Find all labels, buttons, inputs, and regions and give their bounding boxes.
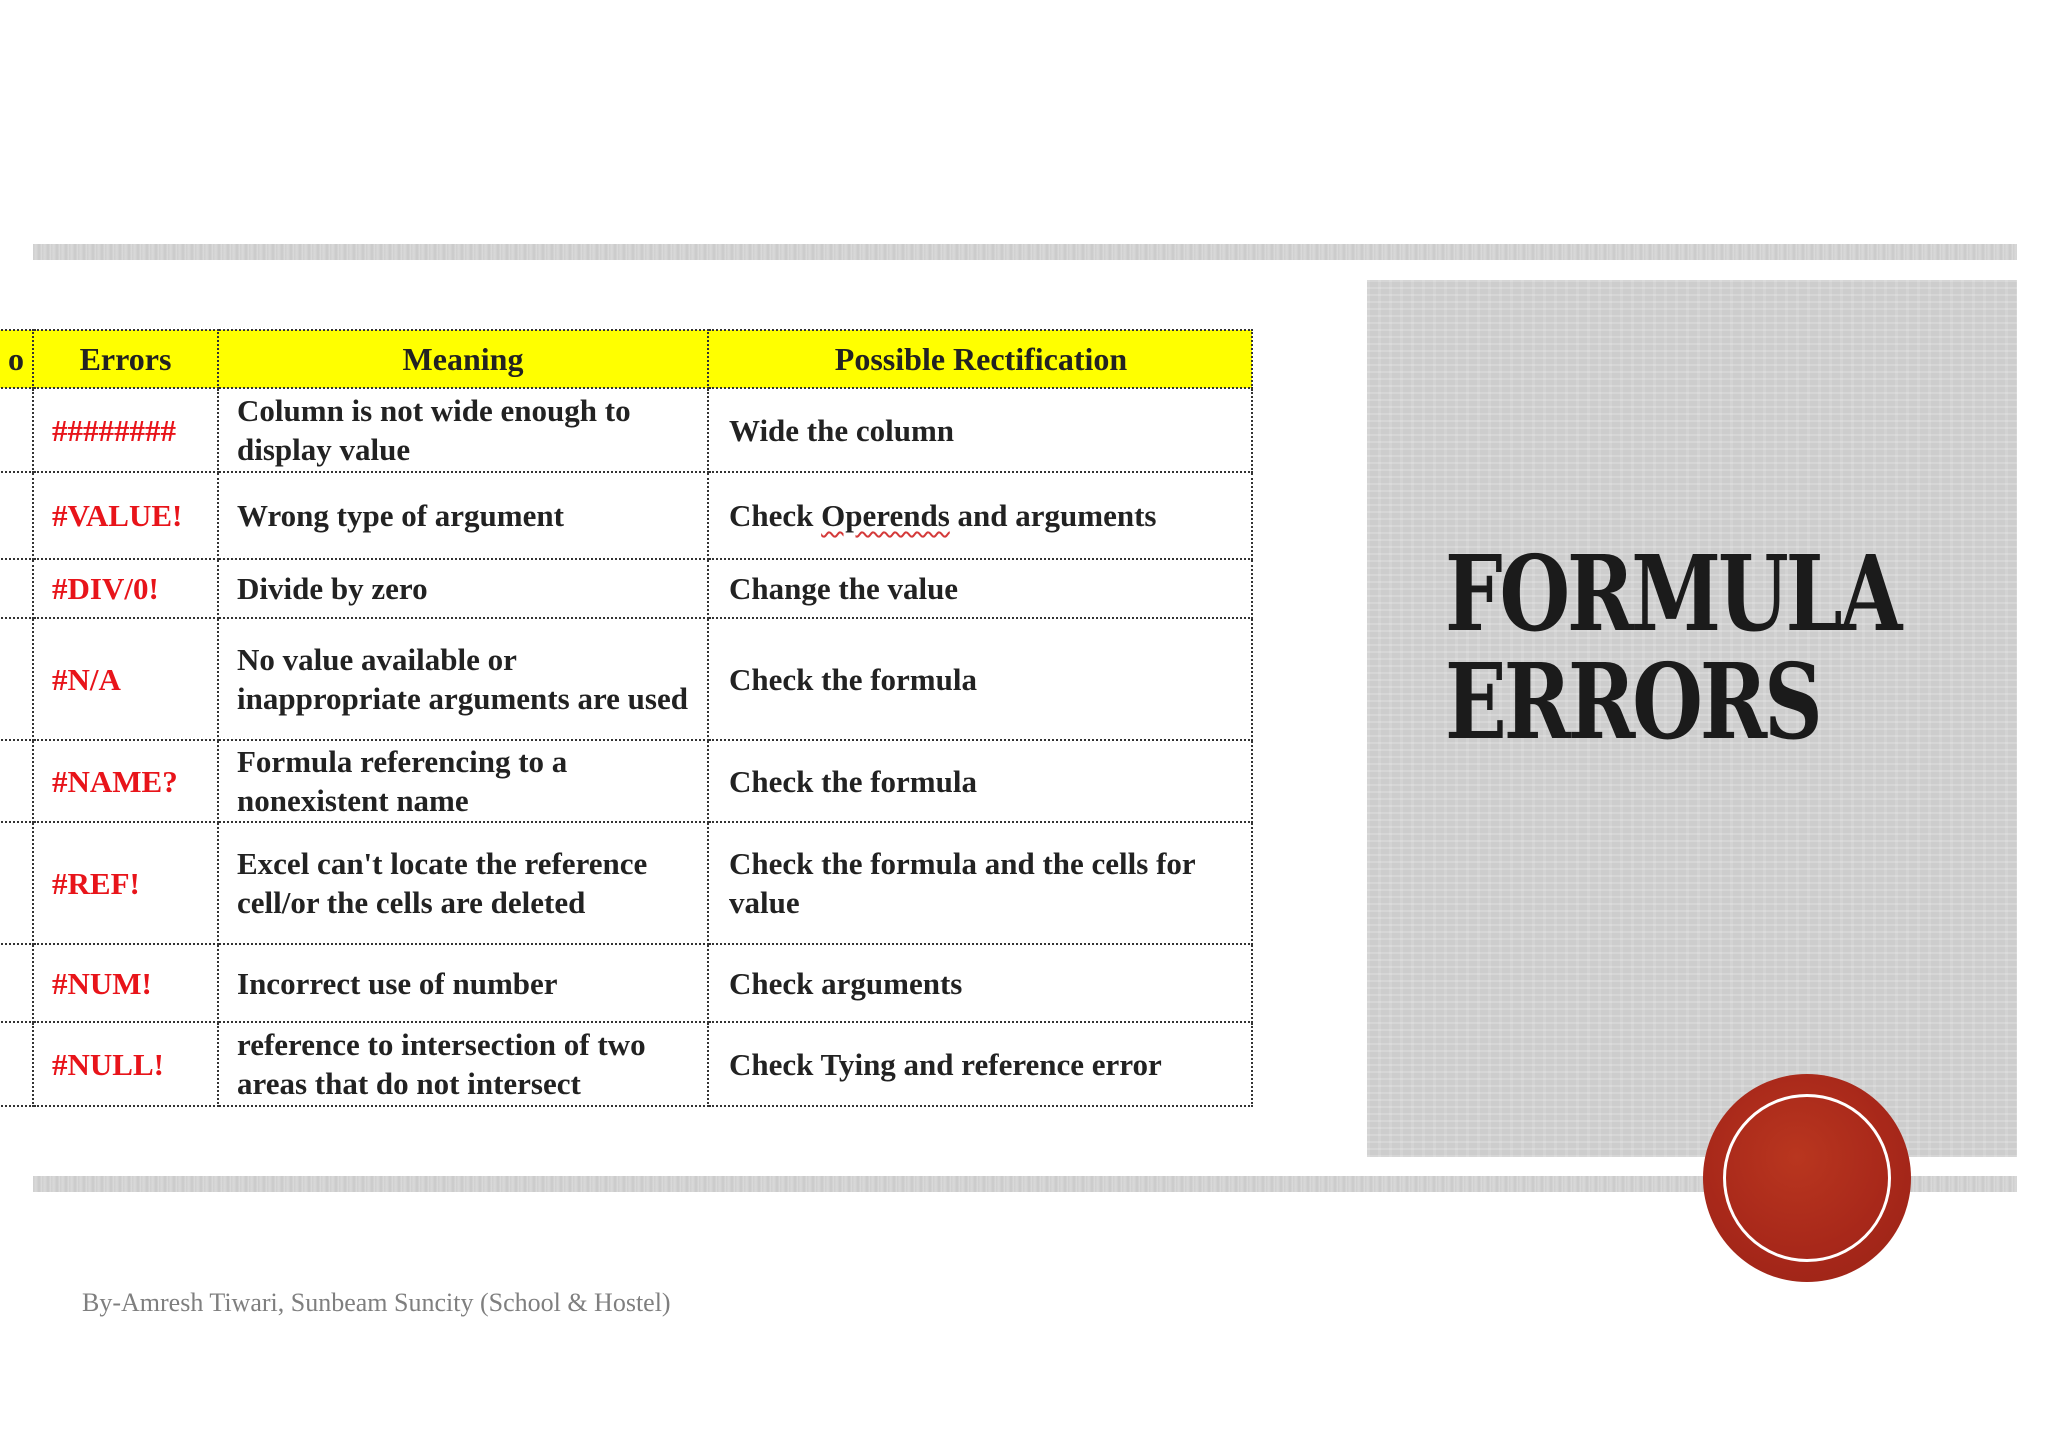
column-header-meaning: Meaning <box>218 330 708 388</box>
meaning-cell: Column is not wide enough to display value <box>218 388 708 472</box>
meaning-cell: No value available or inappropriate arguments are used <box>218 618 708 740</box>
rectification-text-end: and arguments <box>949 498 1157 533</box>
rectification-cell: Check the formula and the cells for value <box>708 822 1252 944</box>
rectification-cell: Wide the column <box>708 388 1252 472</box>
table-row <box>0 740 1252 822</box>
error-code-cell: #NAME? <box>33 740 218 822</box>
table-row <box>0 618 1252 740</box>
rectification-cell: Check the formula <box>708 740 1252 822</box>
error-code-cell: #DIV/0! <box>33 559 218 618</box>
top-divider-band <box>33 244 2017 260</box>
error-code-cell: ######## <box>33 388 218 472</box>
slide-title-line-2: ERRORS <box>1445 640 1820 763</box>
error-code-cell: #NUM! <box>33 944 218 1022</box>
row-number-cell <box>0 944 33 1022</box>
column-header-no: o <box>0 330 33 388</box>
error-code-cell: #VALUE! <box>33 472 218 559</box>
table-row <box>0 472 1252 559</box>
rectification-cell: Check the formula <box>708 618 1252 740</box>
row-number-cell <box>0 822 33 944</box>
table-row <box>0 388 1252 472</box>
slide-title <box>1445 532 1900 763</box>
row-number-cell <box>0 618 33 740</box>
table-row <box>0 559 1252 618</box>
formula-errors-table <box>0 329 1253 1107</box>
rectification-cell <box>708 472 1252 559</box>
rectification-cell: Change the value <box>708 559 1252 618</box>
meaning-cell: reference to intersection of two areas that do not intersect <box>218 1022 708 1106</box>
table-row <box>0 1022 1252 1106</box>
rectification-cell: Check arguments <box>708 944 1252 1022</box>
table-row <box>0 822 1252 944</box>
meaning-cell: Wrong type of argument <box>218 472 708 559</box>
rectification-text-start: Check <box>729 498 822 533</box>
meaning-cell: Excel can't locate the reference cell/or the cells are deleted <box>218 822 708 944</box>
table-row <box>0 944 1252 1022</box>
meaning-cell: Incorrect use of number <box>218 944 708 1022</box>
row-number-cell <box>0 740 33 822</box>
column-header-errors: Errors <box>33 330 218 388</box>
meaning-cell: Formula referencing to a nonexistent name <box>218 740 708 822</box>
row-number-cell <box>0 388 33 472</box>
table-header-row <box>0 330 1252 388</box>
meaning-cell: Divide by zero <box>218 559 708 618</box>
misspelled-word: Operends <box>821 498 950 533</box>
row-number-cell <box>0 1022 33 1106</box>
decorative-circle-ring <box>1723 1094 1891 1262</box>
row-number-cell <box>0 559 33 618</box>
error-code-cell: #NULL! <box>33 1022 218 1106</box>
decorative-red-circle <box>1703 1074 1911 1282</box>
slide-title-line-1: FORMULA <box>1445 532 1900 655</box>
rectification-cell: Check Tying and reference error <box>708 1022 1252 1106</box>
slide-footer: By-Amresh Tiwari, Sunbeam Suncity (School & Hostel) <box>82 1288 671 1317</box>
column-header-rectification: Possible Rectification <box>708 330 1252 388</box>
error-code-cell: #REF! <box>33 822 218 944</box>
error-code-cell: #N/A <box>33 618 218 740</box>
row-number-cell <box>0 472 33 559</box>
